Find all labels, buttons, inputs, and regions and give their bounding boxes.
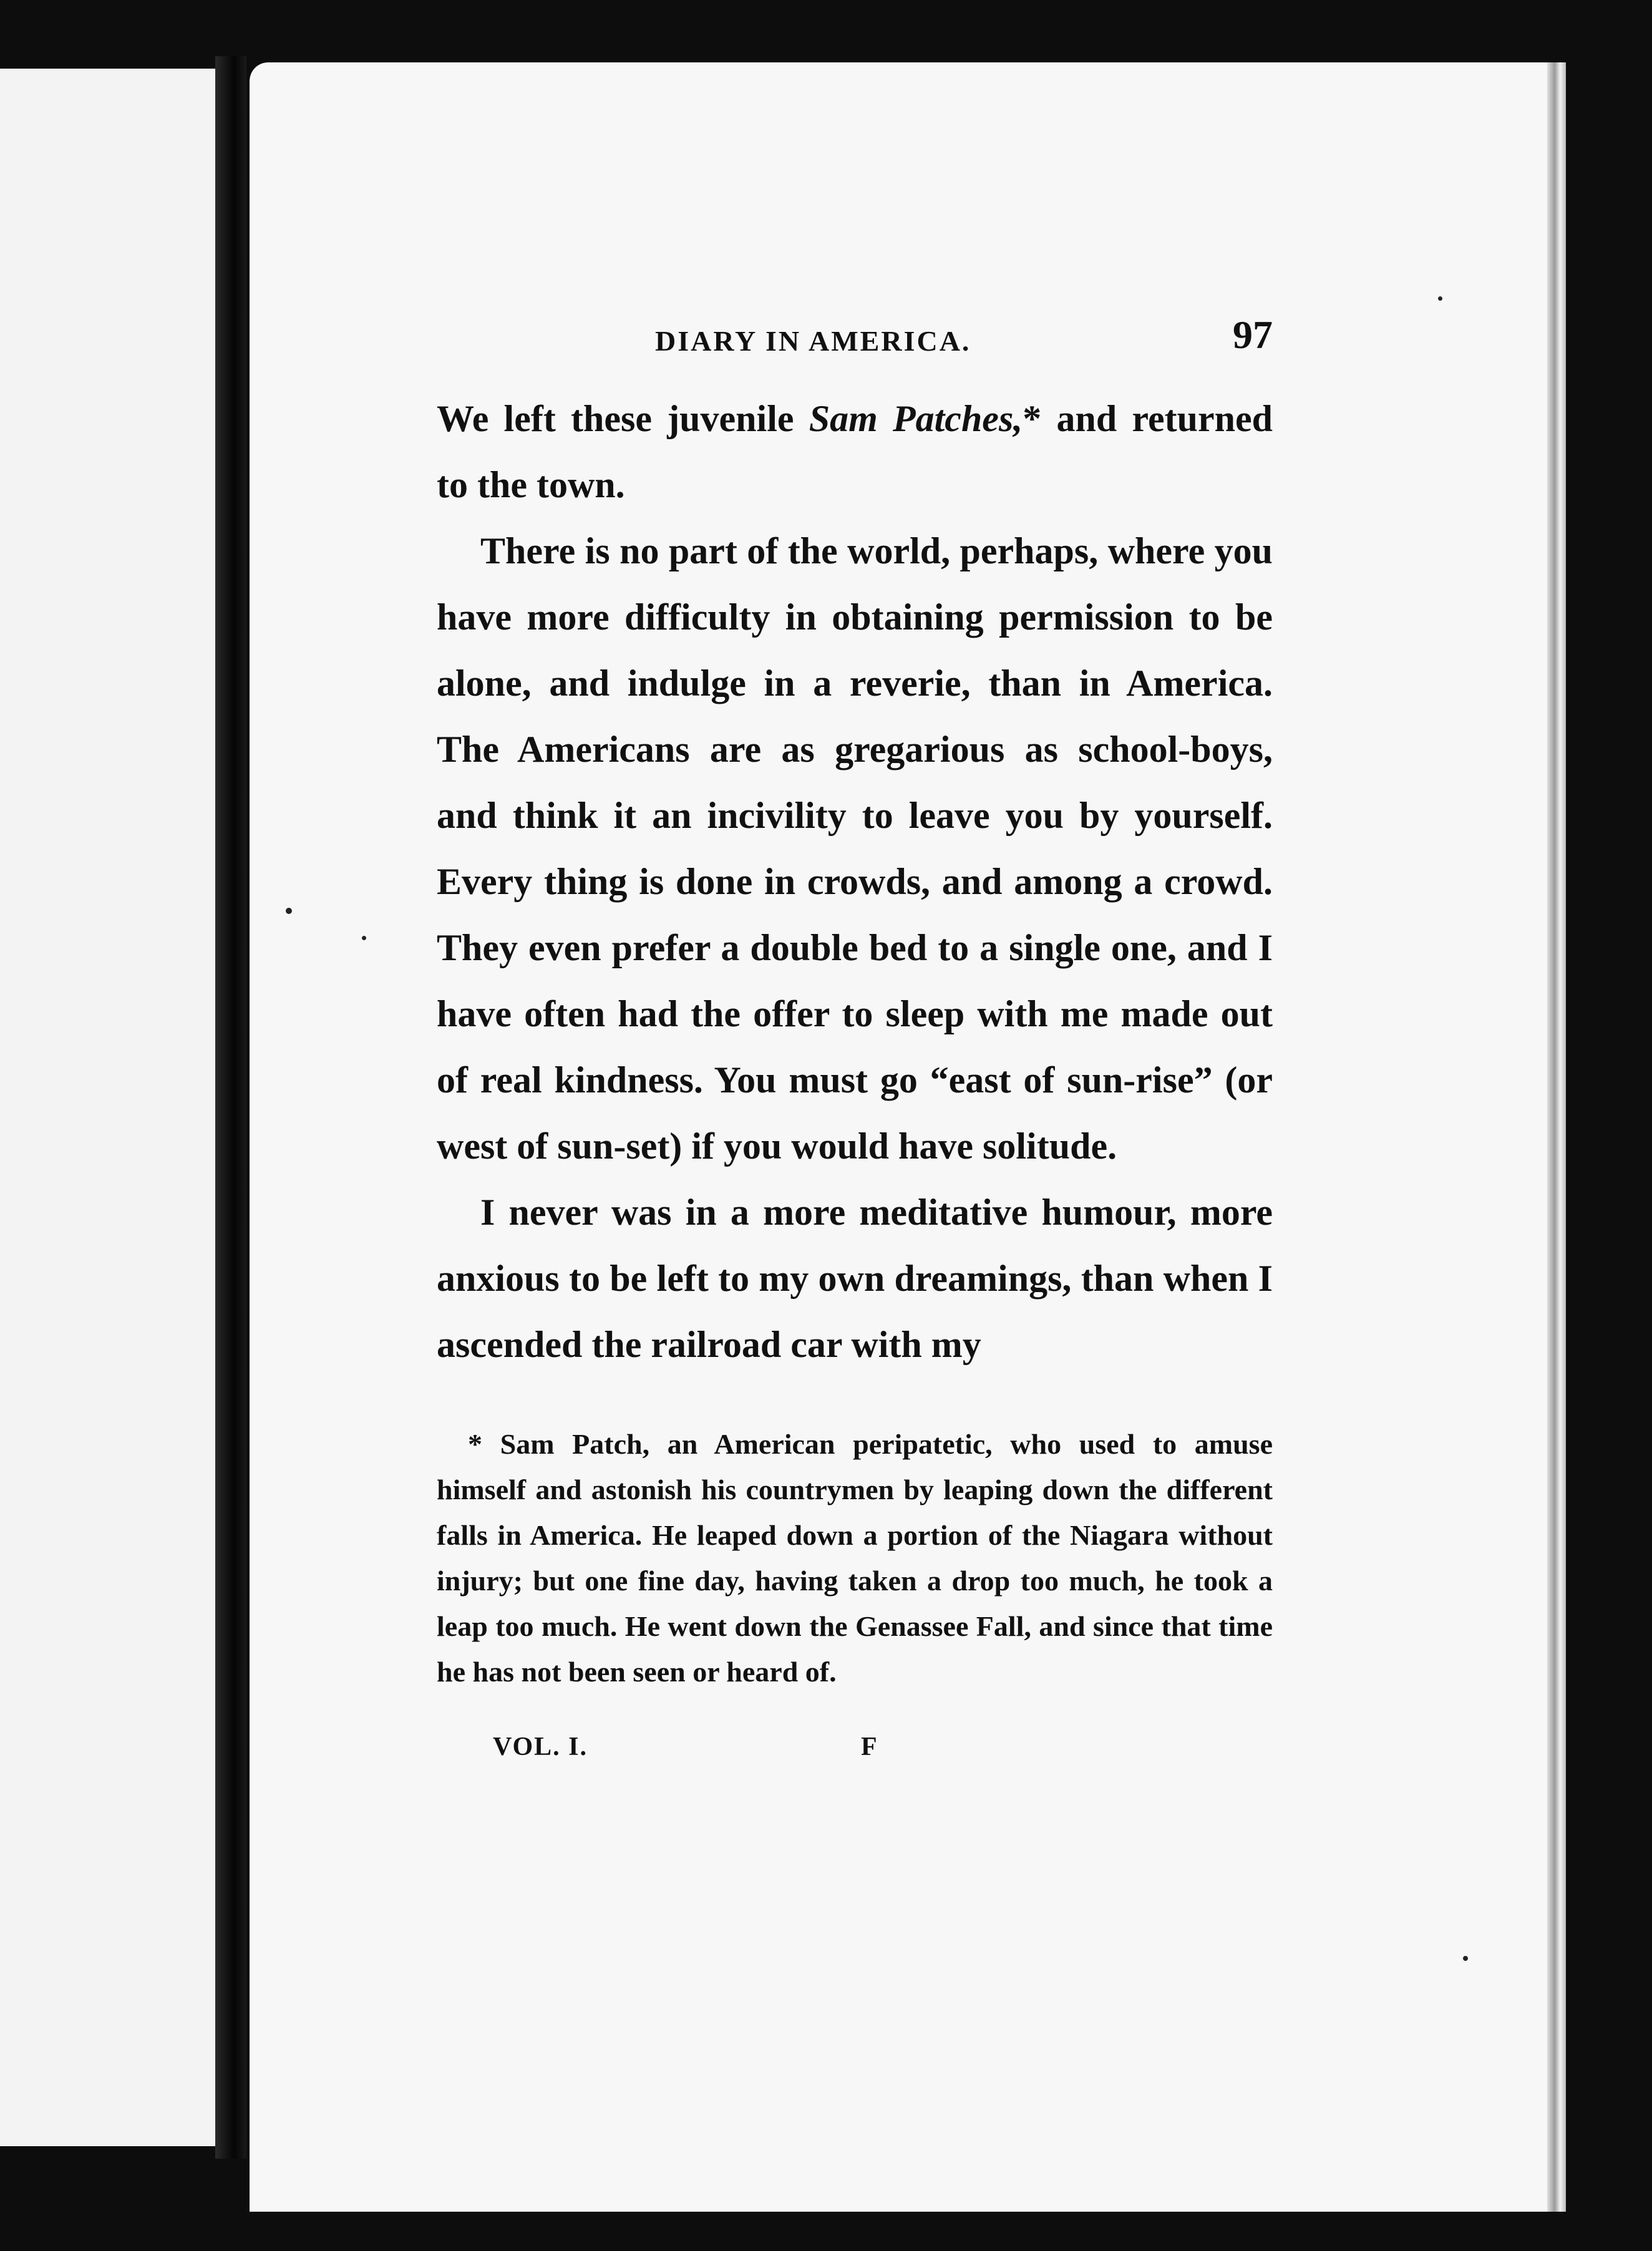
paragraph-2: There is no part of the world, perhaps, where you have more difficulty in obtaining permission to be alone, and indulge in a reverie, than in America. The Americans are as gregarious as school-boys, and think it an incivility to leave you by yourself. Every thing is done in crowds, and among a crowd. They even prefer a double bed to a single one, and I have often had the offer to sleep with me made out of real kindness. You must go “east of sun-rise” (or west of sun-set) if you would have solitude. (437, 530, 1273, 1167)
sam-patches-italic: Sam Patches, (809, 398, 1023, 439)
paragraph-3: I never was in a more meditative humour, more anxious to be left to my own dreamings, than when I ascended the railroad car with my (437, 1192, 1273, 1365)
facing-page-edge (0, 69, 219, 2146)
running-head (437, 312, 1273, 368)
paragraph-1-lead: We left these juvenile (437, 398, 809, 439)
book-gutter (215, 56, 246, 2159)
ink-speck (1438, 296, 1442, 301)
ink-speck (362, 936, 366, 940)
ink-speck (286, 908, 292, 914)
page-text (437, 312, 1273, 1782)
paragraph-1-tail: * and returned to the town. (437, 398, 1273, 505)
running-head-title: DIARY IN AMERICA. (655, 325, 971, 357)
footnote: * Sam Patch, an American peripatetic, who used to amuse himself and astonish his countrymen by leaping down the different falls in America. He leaped down a portion of the Niagara without injury; but one fine day, having taken a drop too much, he took a leap too much. He went down the Genassee Fall, and since that time he has not been seen or heard of. (437, 1428, 1273, 1688)
page-number: 97 (1233, 313, 1273, 357)
paragraph-1 (437, 386, 1273, 518)
signature-line (437, 1732, 1273, 1782)
volume-mark: VOL. I. (493, 1733, 588, 1761)
signature-mark: F (861, 1733, 878, 1761)
page-fore-edge (1547, 62, 1566, 2212)
ink-speck (1463, 1956, 1468, 1961)
